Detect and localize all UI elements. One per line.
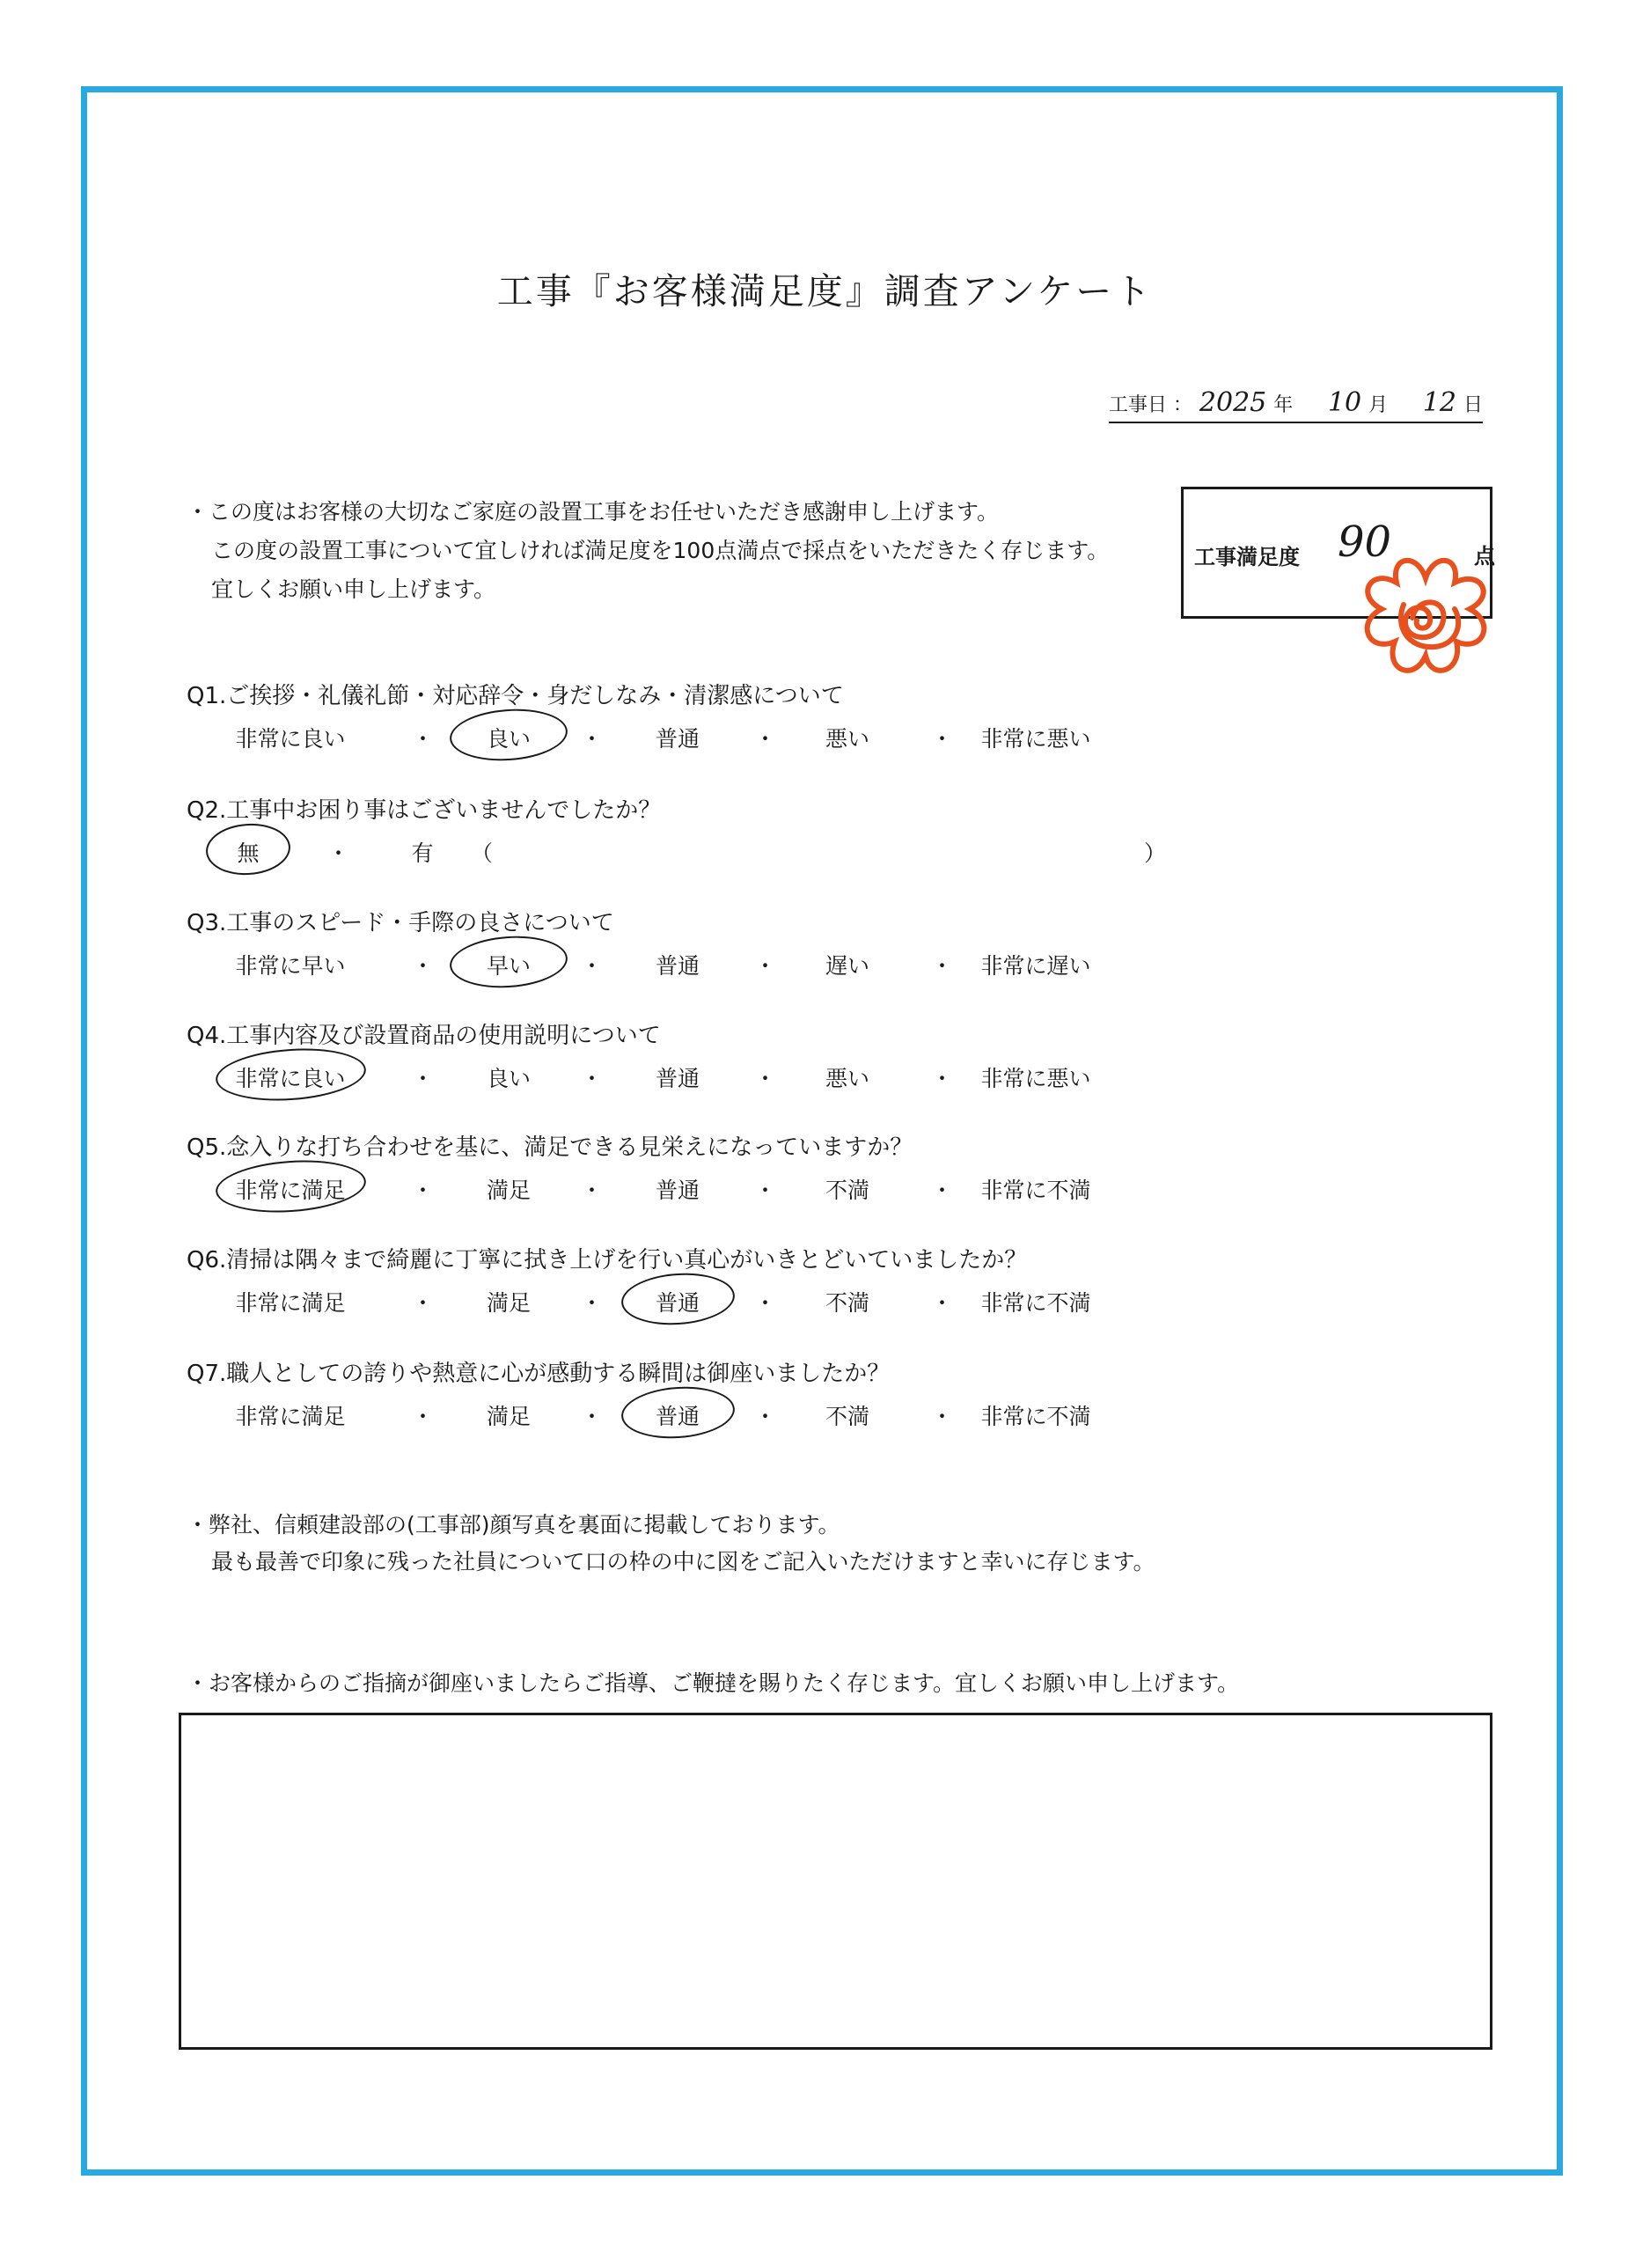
option-separator: ・ — [581, 1290, 604, 1316]
option-separator: ・ — [412, 726, 435, 752]
answer-option[interactable]: 無 — [237, 840, 260, 866]
answer-option[interactable]: 普通 — [655, 953, 700, 979]
option-separator: ・ — [931, 1290, 954, 1316]
option-separator: ・ — [412, 1404, 435, 1429]
option-separator: ・ — [581, 1178, 604, 1203]
answer-option[interactable]: 普通 — [655, 1066, 700, 1091]
option-separator: ・ — [581, 953, 604, 979]
comment-textarea[interactable] — [179, 1713, 1492, 2050]
question-text: Q6.清掃は隅々まで綺麗に丁寧に拭き上げを行い真心がいきとどいていましたか？ — [187, 1247, 1028, 1273]
question-text: Q4.工事内容及び設置商品の使用説明について — [187, 1023, 661, 1049]
option-separator: ・ — [754, 1066, 777, 1091]
hanamaru-flower-stamp-icon — [1351, 543, 1500, 693]
photo-note — [187, 1507, 1155, 1581]
answer-option[interactable]: 非常に早い — [235, 953, 346, 979]
construction-date — [1109, 387, 1483, 423]
option-separator: ・ — [412, 1066, 435, 1091]
option-separator: ・ — [931, 953, 954, 979]
answer-option[interactable]: 不満 — [825, 1290, 869, 1316]
answer-option[interactable]: 非常に満足 — [235, 1178, 346, 1203]
date-day[interactable]: 12 — [1422, 387, 1457, 418]
option-separator: ・ — [754, 1178, 777, 1203]
option-separator: ・ — [412, 953, 435, 979]
answer-option[interactable]: 普通 — [655, 726, 700, 752]
intro-line: 宜しくお願い申し上げます。 — [211, 576, 496, 602]
date-day-unit: 日 — [1463, 394, 1483, 416]
answer-option[interactable]: 不満 — [825, 1404, 869, 1429]
answer-option[interactable]: 有 — [411, 840, 434, 866]
date-year-unit: 年 — [1273, 394, 1294, 416]
option-separator: ・ — [754, 953, 777, 979]
option-separator: ・ — [412, 1290, 435, 1316]
date-year[interactable]: 2025 — [1199, 387, 1267, 418]
intro-line: この度の設置工事について宜しければ満足度を100点満点で採点をいただきたく存じます。 — [211, 538, 1110, 563]
option-separator: ・ — [581, 726, 604, 752]
score-label: 工事満足度 — [1194, 545, 1300, 569]
answer-option[interactable]: 非常に不満 — [980, 1404, 1091, 1429]
page-title: 工事『お客様満足度』調査アンケート — [496, 270, 1154, 312]
answer-option[interactable]: 非常に良い — [235, 1066, 346, 1091]
option-separator: ・ — [412, 1178, 435, 1203]
answer-option[interactable]: 悪い — [825, 1066, 869, 1091]
option-separator: ・ — [581, 1404, 604, 1429]
date-month[interactable]: 10 — [1327, 387, 1362, 418]
intro-line: ・この度はお客様の大切なご家庭の設置工事をお任せいただき感謝申し上げます。 — [187, 499, 1000, 525]
answer-option[interactable]: 普通 — [655, 1404, 700, 1429]
option-separator: ・ — [754, 1290, 777, 1316]
date-label: 工事日 ： — [1108, 394, 1192, 416]
option-separator: ・ — [931, 726, 954, 752]
option-separator: ・ — [754, 1404, 777, 1429]
option-separator: ・ — [754, 726, 777, 752]
option-separator: ・ — [327, 840, 350, 866]
answer-option[interactable]: 非常に悪い — [980, 726, 1091, 752]
answer-option[interactable]: 非常に不満 — [980, 1178, 1091, 1203]
answer-option[interactable]: 遅い — [825, 953, 869, 979]
question-text: Q3.工事のスピード・手際の良さについて — [187, 910, 614, 936]
answer-option[interactable]: 非常に遅い — [980, 953, 1091, 979]
question-text: Q1.ご挨拶・礼儀礼節・対応辞令・身だしなみ・清潔感について — [187, 683, 844, 709]
question-text: Q2.工事中お困り事はございませんでしたか？ — [187, 797, 662, 824]
detail-paren: ） — [1144, 840, 1167, 866]
option-separator: ・ — [581, 1066, 604, 1091]
answer-option[interactable]: 良い — [486, 1066, 531, 1091]
answer-option[interactable]: 非常に満足 — [235, 1290, 346, 1316]
answer-option[interactable]: 非常に不満 — [980, 1290, 1091, 1316]
answer-option[interactable]: 非常に良い — [235, 726, 346, 752]
note-line: 最も最善で印象に残った社員について口の枠の中に図をご記入いただけますと幸いに存じます。 — [211, 1549, 1155, 1574]
answer-option[interactable]: 普通 — [655, 1290, 700, 1316]
date-month-unit: 月 — [1368, 394, 1389, 416]
score-value[interactable]: 90 — [1338, 517, 1392, 567]
answer-option[interactable]: 満足 — [486, 1178, 531, 1203]
answer-option[interactable]: 非常に悪い — [980, 1066, 1091, 1091]
answer-option[interactable]: 満足 — [486, 1404, 531, 1429]
answer-option[interactable]: 良い — [486, 726, 531, 752]
question-text: Q7.職人としての誇りや熱意に心が感動する瞬間は御座いましたか？ — [187, 1361, 891, 1387]
option-separator: ・ — [931, 1178, 954, 1203]
comment-prompt: ・お客様からのご指摘が御座いましたらご指導、ご鞭撻を賜りたく存じます。宜しくお願い申し上げます。 — [187, 1670, 1240, 1696]
question-text: Q5.念入りな打ち合わせを基に、満足できる見栄えになっていますか？ — [187, 1134, 913, 1161]
answer-option[interactable]: 非常に満足 — [235, 1404, 346, 1429]
intro-text — [187, 493, 1109, 609]
score-unit: 点 — [1474, 544, 1495, 569]
option-separator: ・ — [931, 1404, 954, 1429]
option-separator: ・ — [931, 1066, 954, 1091]
answer-option[interactable]: 満足 — [486, 1290, 531, 1316]
answer-option[interactable]: 悪い — [825, 726, 869, 752]
note-line: ・弊社、信頼建設部の(工事部)顔写真を裏面に掲載しております。 — [187, 1512, 840, 1538]
detail-paren: （ — [471, 840, 494, 866]
answer-option[interactable]: 早い — [486, 953, 531, 979]
answer-option[interactable]: 不満 — [825, 1178, 869, 1203]
answer-option[interactable]: 普通 — [655, 1178, 700, 1203]
